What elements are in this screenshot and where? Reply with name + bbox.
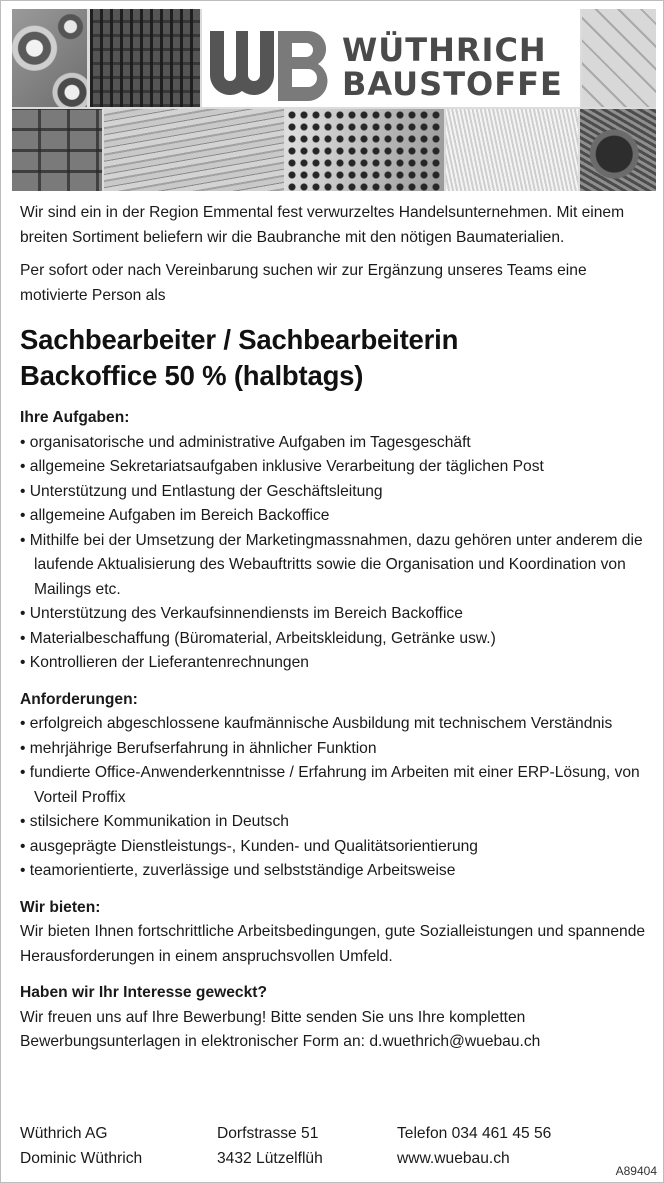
contact-address-col: [217, 1122, 323, 1171]
photo-paving-stones: [582, 9, 656, 107]
list-item: • stilsichere Kommunikation in Deutsch: [20, 810, 650, 835]
photo-insulation: [446, 109, 578, 191]
photo-mesh-drain: [580, 109, 656, 191]
phone-number: Telefon 034 461 45 56: [397, 1125, 552, 1142]
photo-perforated-sheet: [286, 109, 444, 191]
tasks-list: [20, 431, 650, 676]
reference-code: A89404: [615, 1164, 657, 1178]
requirements-heading: Anforderungen:: [20, 690, 138, 708]
brand-name-line1: WÜTHRICH: [342, 31, 547, 69]
photo-timber: [104, 109, 284, 191]
job-title-line1: Sachbearbeiter / Sachbearbeiterin: [20, 324, 459, 355]
brand-name-line2: BAUSTOFFE: [342, 65, 563, 103]
company-name: Wüthrich AG: [20, 1125, 108, 1142]
wb-logo-icon: [208, 27, 332, 105]
photo-rebar: [90, 9, 200, 107]
offer-heading: Wir bieten:: [20, 898, 101, 916]
contact-phone-col: [397, 1122, 551, 1171]
list-item: • teamorientierte, zuverlässige und selbstständige Arbeitsweise: [20, 859, 650, 884]
company-logo: [202, 9, 580, 107]
website-link[interactable]: www.wuebau.ch: [397, 1149, 510, 1167]
contact-footer: [20, 1122, 650, 1172]
list-item: • Kontrollieren der Lieferantenrechnungen: [20, 651, 650, 676]
list-item: • allgemeine Sekretariatsaufgaben inklusive Verarbeitung der täglichen Post: [20, 455, 650, 480]
contact-person: Dominic Wüthrich: [20, 1149, 143, 1167]
list-item: • Mithilfe bei der Umsetzung der Marketingmassnahmen, dazu gehören unter anderem die laufende Aktualisierung des Webauftritts sowie die Organisation und Koordination von Mailings etc.: [20, 529, 650, 603]
job-title: [20, 322, 650, 394]
tasks-heading: Ihre Aufgaben:: [20, 409, 130, 426]
list-item: • allgemeine Aufgaben im Bereich Backoffice: [20, 504, 650, 529]
interest-heading: Haben wir Ihr Interesse geweckt?: [20, 984, 267, 1001]
ad-content: [20, 201, 650, 1055]
intro-paragraph: Wir sind ein in der Region Emmental fest verwurzeltes Handelsunternehmen. Mit einem breiten Sortiment beliefern wir die Baubranche mit den nötigen Baumaterialien.: [20, 204, 625, 246]
city-address: 3432 Lützelflüh: [217, 1149, 323, 1167]
list-item: • ausgeprägte Dienstleistungs-, Kunden- und Qualitätsorientierung: [20, 835, 650, 860]
photo-bricks: [12, 109, 102, 191]
offer-text: Wir bieten Ihnen fortschrittliche Arbeitsbedingungen, gute Sozialleistungen und spannende Herausforderungen in einem anspruchsvollen Umfeld.: [20, 923, 646, 965]
list-item: • mehrjährige Berufserfahrung in ähnlicher Funktion: [20, 737, 650, 762]
street-address: Dorfstrasse 51: [217, 1125, 319, 1142]
requirements-list: [20, 712, 650, 884]
job-title-line2: Backoffice 50 % (halbtags): [20, 360, 364, 391]
search-paragraph: Per sofort oder nach Vereinbarung suchen wir zur Ergänzung unseres Teams eine motivierte Person als: [20, 262, 587, 304]
header-banner: [12, 9, 656, 191]
list-item: • fundierte Office-Anwenderkenntnisse / Erfahrung im Arbeiten mit einer ERP-Lösung, von Vorteil Proffix: [20, 761, 650, 810]
list-item: • Materialbeschaffung (Büromaterial, Arbeitskleidung, Getränke usw.): [20, 627, 650, 652]
list-item: • erfolgreich abgeschlossene kaufmännische Ausbildung mit technischem Verständnis: [20, 712, 650, 737]
photo-pipes: [12, 9, 87, 107]
list-item: • organisatorische und administrative Aufgaben im Tagesgeschäft: [20, 431, 650, 456]
list-item: • Unterstützung und Entlastung der Geschäftsleitung: [20, 480, 650, 505]
interest-text: Wir freuen uns auf Ihre Bewerbung! Bitte senden Sie uns Ihre kompletten Bewerbungsunterlagen in elektronischer Form an: d.wuethrich@wuebau.ch: [20, 1008, 541, 1050]
contact-company-col: [20, 1122, 142, 1171]
list-item: • Unterstützung des Verkaufsinnendiensts im Bereich Backoffice: [20, 602, 650, 627]
